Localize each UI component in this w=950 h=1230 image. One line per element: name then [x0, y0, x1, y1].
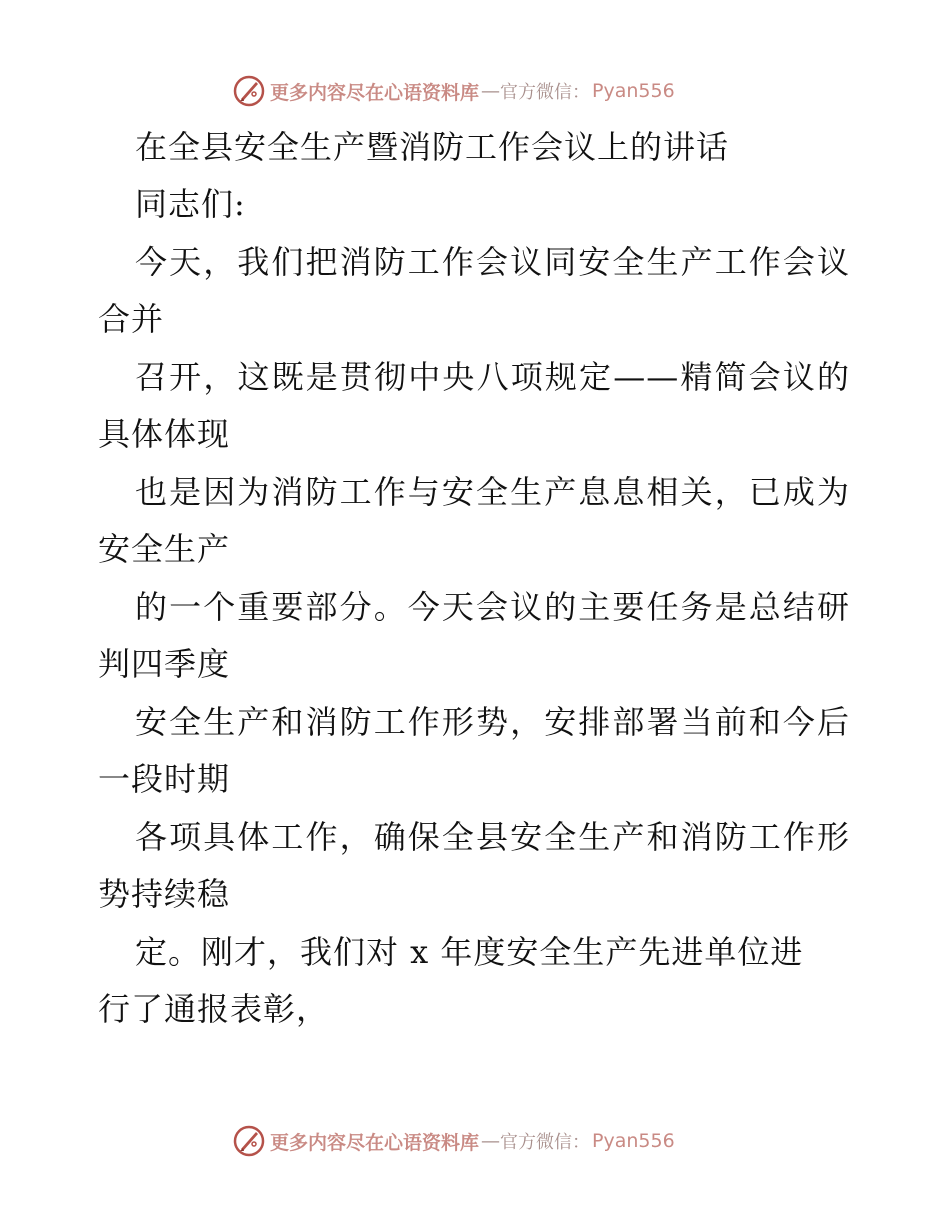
paragraph-line: 也是因为消防工作与安全生产息息相关，已成为	[135, 473, 850, 511]
paragraph-line: 行了通报表彰，	[98, 990, 330, 1028]
quill-logo-icon	[232, 74, 266, 108]
watermark-site-text: 更多内容尽在心语资料库	[270, 1131, 480, 1154]
header-watermark	[232, 73, 675, 109]
paragraph-line: 判四季度	[98, 645, 231, 683]
quill-logo-icon	[232, 1124, 266, 1158]
paragraph-line: 的一个重要部分。今天会议的主要任务是总结研	[135, 588, 850, 626]
footer-watermark	[232, 1123, 675, 1159]
watermark-site-text: 更多内容尽在心语资料库	[270, 81, 480, 104]
watermark-wechat-label: 官方微信：	[500, 1132, 591, 1153]
paragraph-line: 安全生产	[98, 530, 231, 568]
document-title: 在全县安全生产暨消防工作会议上的讲话	[135, 128, 730, 166]
paragraph-line: 势持续稳	[98, 875, 231, 913]
document-salutation: 同志们:	[135, 185, 246, 223]
watermark-wechat-id: Pyan556	[592, 1130, 675, 1152]
watermark-separator: —	[481, 80, 501, 102]
watermark-wechat-label: 官方微信：	[500, 82, 591, 103]
paragraph-line: 今天，我们把消防工作会议同安全生产工作会议	[135, 243, 850, 281]
paragraph-line: 合并	[98, 300, 165, 338]
paragraph-line: 一段时期	[98, 760, 231, 798]
paragraph-line: 安全生产和消防工作形势，安排部署当前和今后	[135, 703, 850, 741]
watermark-separator: —	[481, 1130, 501, 1152]
watermark-wechat-id: Pyan556	[592, 80, 675, 102]
paragraph-line: 具体体现	[98, 415, 231, 453]
paragraph-line: 定。刚才，我们对 x 年度安全生产先进单位进	[135, 933, 804, 971]
paragraph-line: 召开，这既是贯彻中央八项规定——精简会议的	[135, 358, 850, 396]
paragraph-line: 各项具体工作，确保全县安全生产和消防工作形	[135, 818, 850, 856]
